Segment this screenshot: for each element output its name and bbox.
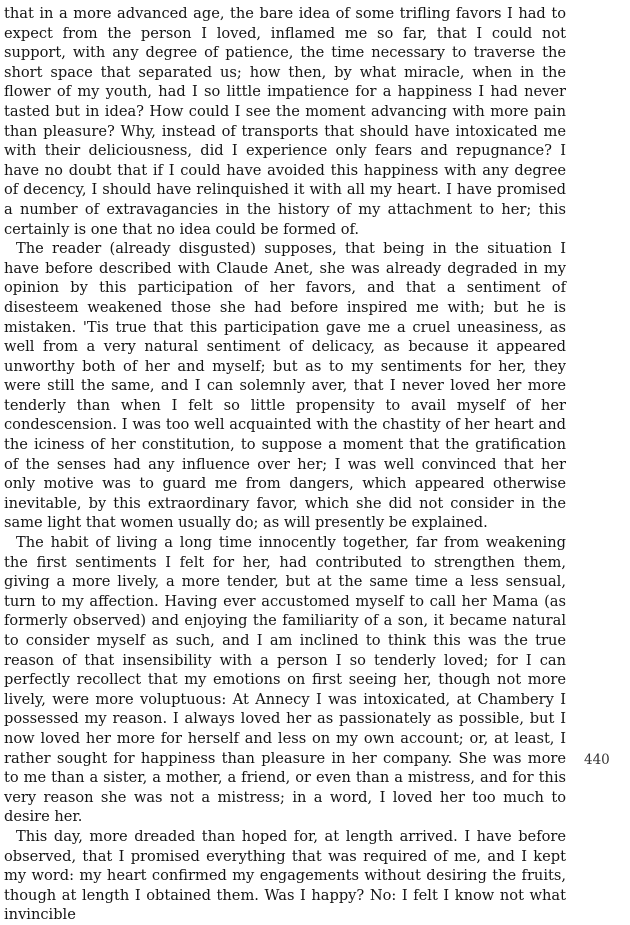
paragraph-habit: The habit of living a long time innocently together, far from weakening the first sentiments I felt for her, had contributed to strengthen them, giving a more lively, a more tender, but at the same time a less sensual, turn to my affection. Having ever accustomed myself to call her Mama (as formerly observed) and enjoying the familiarity of a son, it became natural to consider myself as such, and I am inclined to think this was the true reason of that insensibility with a person I so tenderly loved; for I can perfectly recollect that my emotions on first seeing her, though not more lively, were more voluptuous: At Annecy I was intoxicated, at Chambery I possessed my reason. I always loved her as passionately as possible, but I now loved her more for herself and less on my own account; or, at least, I rather sought for happiness than pleasure in her company. She was more to me than a sister, a mother, a friend, or even than a mistress, and for this very reason she was not a mistress; in a word, I loved her too much to desire her. bbox=[4, 534, 566, 826]
body-text bbox=[4, 4, 566, 925]
page-number: 440 bbox=[584, 752, 610, 768]
paragraph-this-day: This day, more dreaded than hoped for, at length arrived. I have before observed, that I promised everything that was required of me, and I kept my word: my heart confirmed my engagements without desiring the fruits, though at length I obtained them. Was I happy? No: I felt I know not what invincible bbox=[4, 827, 566, 924]
paragraph-continued: that in a more advanced age, the bare idea of some trifling favors I had to expect from the person I loved, inflamed me so far, that I could not support, with any degree of patience, the time necessary to traverse the short space that separated us; how then, by what miracle, when in the flower of my youth, had I so little impatience for a happiness I had never tasted but in idea? How could I see the moment advancing with more pain than pleasure? Why, instead of transports that should have intoxicated me with their deliciousness, did I experience only fears and repugnance? I have no doubt that if I could have avoided this happiness with any degree of decency, I should have relinquished it with all my heart. I have promised a number of extravagancies in the history of my attachment to her; this certainly is one that no idea could be formed of. bbox=[4, 5, 566, 238]
paragraph-reader: The reader (already disgusted) supposes, that being in the situation I have before described with Claude Anet, she was already degraded in my opinion by this participation of her favors, and that a sentiment of disesteem weakened those she had before inspired me with; but he is mistaken. 'Tis true that this participation gave me a cruel uneasiness, as well from a very natural sentiment of delicacy, as because it appeared unworthy both of her and myself; but as to my sentiments for her, they were still the same, and I can solemnly aver, that I never loved her more tenderly than when I felt so little propensity to avail myself of her condescension. I was too well acquainted with the chastity of her heart and the iciness of her constitution, to suppose a moment that the gratification of the senses had any influence over her; I was well convinced that her only motive was to guard me from dangers, which appeared otherwise inevitable, by this extraordinary favor, which she did not consider in the same light that women usually do; as will presently be explained. bbox=[4, 240, 566, 532]
